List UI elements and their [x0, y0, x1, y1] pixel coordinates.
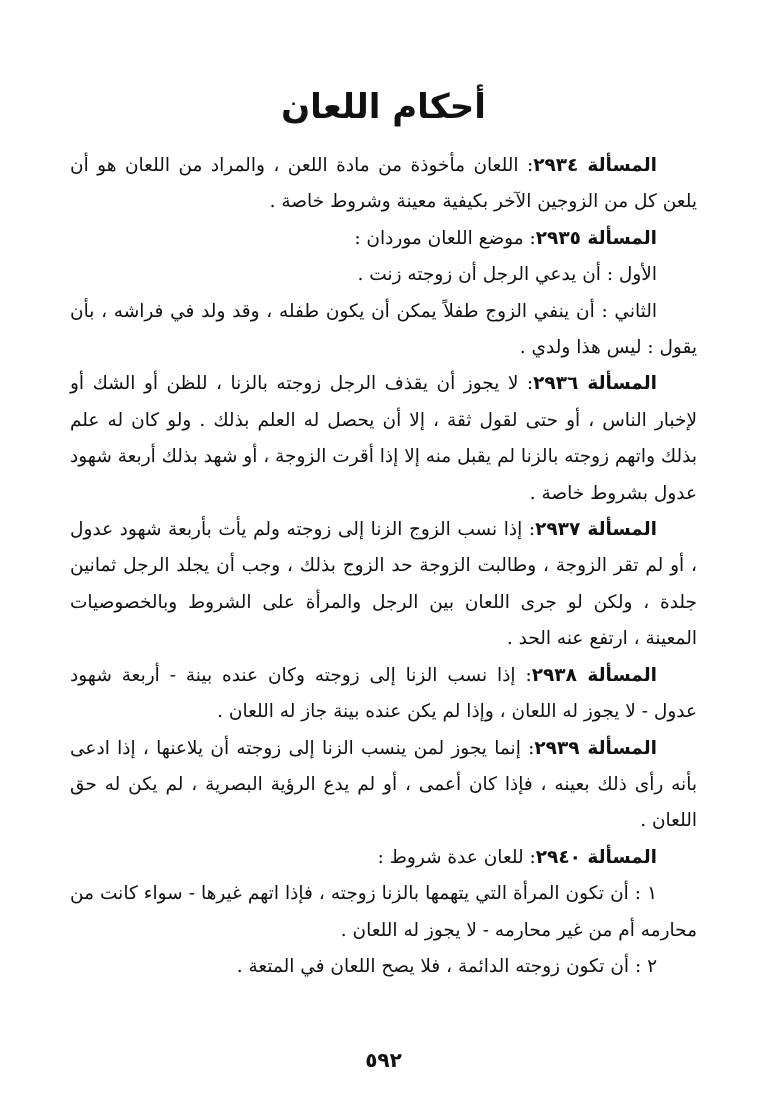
paragraph-issue-2935: [70, 221, 697, 257]
issue-label: المسألة ٢٩٣٦: [533, 373, 657, 395]
paragraph-issue-2937: [70, 512, 697, 658]
paragraph-first-case: [70, 257, 697, 293]
paragraph-issue-2934: [70, 148, 697, 221]
issue-label: المسألة ٢٩٤٠: [535, 846, 657, 868]
page-title: أحكام اللعان: [281, 87, 486, 127]
paragraph-text: : إذا نسب الزوج الزنا إلى زوجته ولم يأت بأربعة شهود عدول ، أو لم تقر الزوجة ، وطالبت الزوجة حد الزوج بذلك ، وجب أن يجلد الرجل ثمانين جلدة ، ولكن لو جرى اللعان بين الرجل والمرأة على الشروط وبالخصوصيات المعينة ، ارتفع عنه الحد .: [70, 519, 697, 650]
issue-label: المسألة ٢٩٣٤: [533, 155, 658, 176]
issue-label: المسألة ٢٩٣٧: [535, 519, 657, 541]
document-body: [70, 148, 697, 985]
paragraph-condition-2: [70, 949, 697, 985]
paragraph-text: : للعان عدة شروط :: [377, 846, 536, 868]
issue-label: المسألة ٢٩٣٩: [534, 737, 657, 759]
paragraph-issue-2940: [70, 840, 697, 876]
paragraph-text: الثاني : أن ينفي الزوج طفلاً يمكن أن يكون طفله ، وقد ولد في فراشه ، بأن يقول : ليس هذا ولدي .: [70, 300, 697, 359]
paragraph-condition-1: [70, 876, 697, 949]
issue-label: المسألة ٢٩٣٨: [531, 664, 657, 686]
issue-label: المسألة ٢٩٣٥: [535, 227, 657, 249]
paragraph-text: : إذا نسب الزنا إلى زوجته وكان عنده بينة - أربعة شهود عدول - لا يجوز له اللعان ، وإذا لم يكن عنده بينة جاز له اللعان .: [70, 664, 697, 723]
paragraph-text: : لا يجوز أن يقذف الرجل زوجته بالزنا ، للظن أو الشك أو لإخبار الناس ، أو حتى لقول ثقة ، إلا أن يحصل له العلم بذلك . ولو كان له علم بذلك واتهم زوجته بالزنا لم يقبل منه إلا إذا أقرت الزوجة ، أو شهد بذلك أربعة شهود عدول بشروط خاصة .: [70, 373, 697, 504]
paragraph-text: ١ : أن تكون المرأة التي يتهمها بالزنا زوجته ، فإذا اتهم غيرها - سواء كانت من محارمه أم من غير محارمه - لا يجوز له اللعان .: [70, 883, 697, 941]
paragraph-text: ٢ : أن تكون زوجته الدائمة ، فلا يصح اللعان في المتعة .: [236, 955, 657, 977]
page-number: ٥٩٢: [365, 1048, 402, 1072]
paragraph-issue-2939: [70, 731, 697, 840]
paragraph-second-case: [70, 294, 697, 367]
paragraph-text: : موضع اللعان موردان :: [354, 227, 536, 249]
paragraph-text: الأول : أن يدعي الرجل أن زوجته زنت .: [357, 264, 657, 286]
paragraph-text: : إنما يجوز لمن ينسب الزنا إلى زوجته أن يلاعنها ، إذا ادعى بأنه رأى ذلك بعينه ، فإذا كان أعمى ، أو لم يدع الرؤية البصرية ، لم يكن له حق اللعان .: [70, 737, 697, 832]
paragraph-issue-2936: [70, 366, 697, 512]
document-page: [70, 0, 697, 1115]
paragraph-text: : اللعان مأخوذة من مادة اللعن ، والمراد من اللعان هو أن يلعن كل من الزوجين الآخر بكيفية معينة وشروط خاصة .: [70, 155, 697, 213]
paragraph-issue-2938: [70, 658, 697, 731]
